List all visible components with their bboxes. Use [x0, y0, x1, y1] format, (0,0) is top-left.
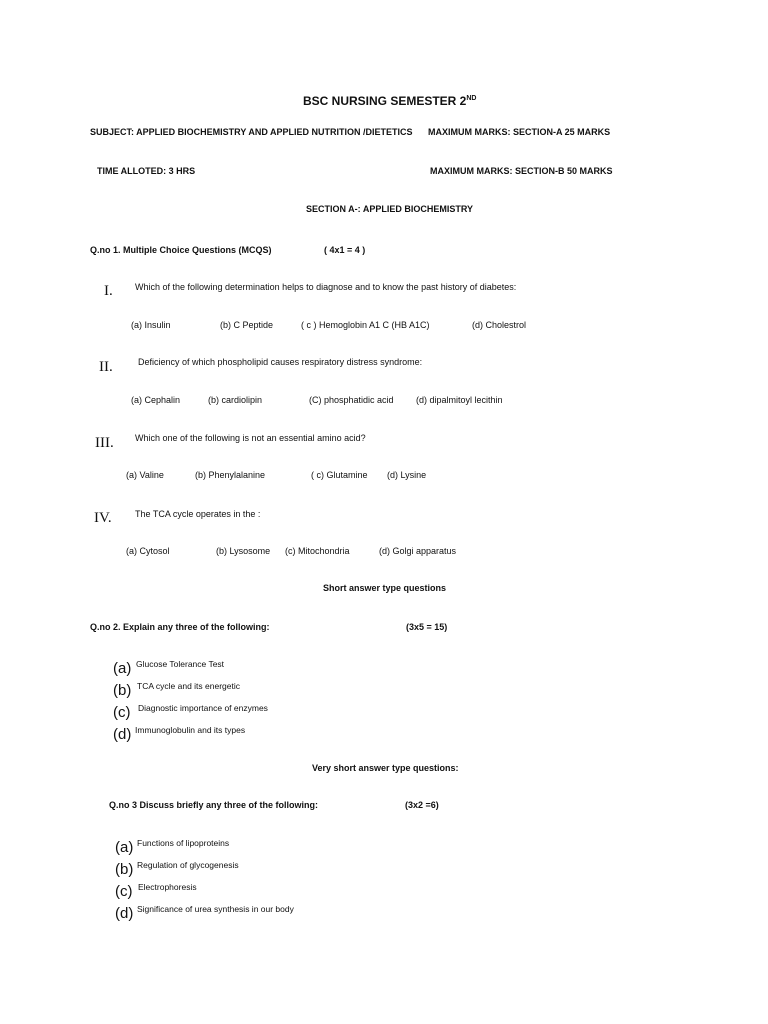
- item-text: TCA cycle and its energetic: [137, 681, 240, 691]
- mcq-option: (a) Cephalin: [131, 395, 181, 405]
- item-text: Electrophoresis: [138, 882, 197, 892]
- question-1-marks: ( 4x1 = 4 ): [324, 245, 366, 255]
- mcq-option: (C) phosphatidic acid: [309, 395, 394, 405]
- item-letter: (b): [113, 682, 132, 699]
- item-letter: (d): [113, 726, 132, 743]
- mcq-option: (a) Valine: [126, 470, 164, 480]
- item-letter: (c): [115, 883, 133, 900]
- item-letter: (a): [113, 660, 132, 677]
- subject-line: SUBJECT: APPLIED BIOCHEMISTRY AND APPLIED NUTRITION /DIETETICS: [90, 127, 413, 137]
- mcq-option: (b) Lysosome: [216, 546, 271, 556]
- question-2-marks: (3x5 = 15): [406, 622, 448, 632]
- item-text: Immunoglobulin and its types: [135, 725, 246, 735]
- item-letter: (b): [115, 861, 134, 878]
- time-allotted: TIME ALLOTED: 3 HRS: [97, 166, 196, 176]
- mcq-number: II.: [99, 359, 113, 375]
- mcq-question: Deficiency of which phospholipid causes respiratory distress syndrome:: [138, 357, 423, 367]
- short-answer-heading: Short answer type questions: [323, 583, 447, 593]
- mcq-question: Which of the following determination helps to diagnose and to know the past history of diabetes:: [135, 282, 517, 292]
- mcq-option: (d) Golgi apparatus: [379, 546, 457, 556]
- very-short-answer-heading: Very short answer type questions:: [312, 763, 459, 773]
- mcq-option: (a) Cytosol: [126, 546, 170, 556]
- mcq-option: (d) Cholestrol: [472, 320, 527, 330]
- item-letter: (d): [115, 905, 134, 922]
- max-marks-section-b: MAXIMUM MARKS: SECTION-B 50 MARKS: [430, 166, 613, 176]
- mcq-option: (c) Mitochondria: [285, 546, 350, 556]
- mcq-option: (b) C Peptide: [220, 320, 274, 330]
- mcq-number: III.: [95, 435, 114, 451]
- item-text: Regulation of glycogenesis: [137, 860, 239, 870]
- mcq-question: Which one of the following is not an essential amino acid?: [135, 433, 366, 443]
- item-letter: (c): [113, 704, 131, 721]
- item-text: Significance of urea synthesis in our body: [137, 904, 294, 914]
- item-letter: (a): [115, 839, 134, 856]
- question-3-label: Q.no 3 Discuss briefly any three of the following:: [109, 800, 319, 810]
- page-title: BSC NURSING SEMESTER 2ND: [303, 94, 477, 108]
- mcq-number: I.: [104, 283, 113, 299]
- question-2-label: Q.no 2. Explain any three of the following:: [90, 622, 270, 632]
- mcq-option: ( c ) Hemoglobin A1 C (HB A1C): [301, 320, 430, 330]
- item-text: Glucose Tolerance Test: [136, 659, 225, 669]
- mcq-option: (d) Lysine: [387, 470, 427, 480]
- mcq-option: (a) Insulin: [131, 320, 171, 330]
- mcq-question: The TCA cycle operates in the :: [135, 509, 261, 519]
- mcq-option: (d) dipalmitoyl lecithin: [416, 395, 503, 405]
- max-marks-section-a: MAXIMUM MARKS: SECTION-A 25 MARKS: [428, 127, 611, 137]
- question-3-marks: (3x2 =6): [405, 800, 439, 810]
- item-text: Diagnostic importance of enzymes: [138, 703, 268, 713]
- mcq-number: IV.: [94, 510, 112, 526]
- question-1-label: Q.no 1. Multiple Choice Questions (MCQS): [90, 245, 272, 255]
- mcq-option: ( c) Glutamine: [311, 470, 368, 480]
- section-heading: SECTION A-: APPLIED BIOCHEMISTRY: [306, 204, 474, 214]
- mcq-option: (b) Phenylalanine: [195, 470, 266, 480]
- mcq-option: (b) cardiolipin: [208, 395, 263, 405]
- item-text: Functions of lipoproteins: [137, 838, 230, 848]
